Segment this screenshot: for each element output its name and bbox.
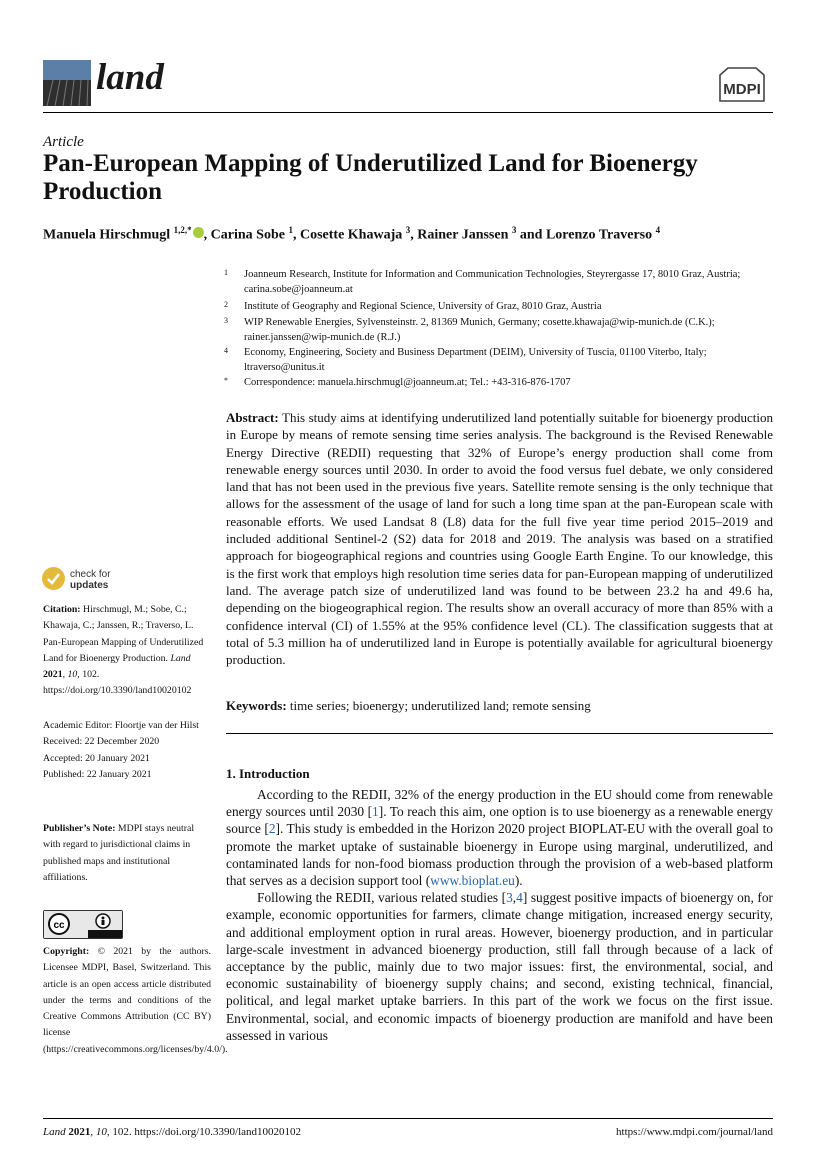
reference-link[interactable]: 1 [372,804,379,820]
cc-by-license-icon[interactable] [43,910,123,939]
academic-editor: Academic Editor: Floortje van der Hilst [43,720,199,731]
affiliation-mark: 4 [224,346,228,355]
citation-doi-link[interactable]: https://doi.org/10.3390/land10020102 [43,685,192,697]
check-for-updates-button[interactable] [42,567,162,597]
affiliation-text: Joanneum Research, Institute for Information and Communication Technologies, Steyrergasse 17, 8010 Graz, Austria; carina.sobe@joanneum.at [244,269,741,295]
author-affiliation-mark: 1,2,* [173,225,192,235]
correspondence [224,375,784,390]
correspondence-mark: * [224,376,228,385]
affiliation-text: WIP Renewable Energies, Sylvensteinstr. 2, 81369 Munich, Germany; cosette.khawaja@wip-munich.de (C.K.); rainer.janssen@wip-munich.de (R.J.) [244,317,715,343]
affiliation-item [224,267,784,297]
author-affiliation-mark: 3 [405,225,411,235]
article-type: Article [43,134,84,150]
intro-body [226,786,773,1044]
section-heading: 1. Introduction [226,766,310,781]
reference-link[interactable]: 2 [268,821,276,837]
footer-citation: Land 2021, 10, 102. https://doi.org/10.3390/land10020102 [43,1126,302,1138]
check-updates-label: check for [70,569,111,580]
header-divider [43,112,773,113]
received-date: Received: 22 December 2020 [43,736,160,748]
check-updates-label: updates [70,580,109,591]
author-list: Manuela Hirschmugl $^{1,2,*}$ , Carina Sobe $^1$, Cosette Khawaja $^3$, Rainer Janssen $^3$ and Lorenzo Traverso $^4$ [43,225,661,243]
reference-link[interactable]: 3 [506,890,513,906]
correspondence-text: Correspondence: manuela.hirschmugl@joanneum.at; Tel.: +43-316-876-1707 [244,377,571,388]
keywords [226,698,773,714]
published-date: Published: 22 January 2021 [43,768,152,780]
publisher-note: Publisher’s Note: MDPI stays neutral with regard to jurisdictional claims in published maps and institutional affiliations. [43,823,195,883]
article-title: Pan-European Mapping of Underutilized Land for Bioenergy Production [43,150,698,205]
citation-block: Citation: Hirschmugl, M.; Sobe, C.; Khawaja, C.; Janssen, R.; Traverso, L. Pan-European Mapping of Underutilized Land for Bioenergy Production. Land 2021, 10, 102. https://doi.org/10.3390/land10020102 [43,604,204,697]
journal-logo-icon [43,60,91,106]
svg-text:cc: cc [53,920,65,931]
affiliation-item [224,299,784,314]
author-name[interactable]: Rainer Janssen [417,227,509,243]
author-affiliation-mark: 1 [288,225,293,235]
affiliation-mark: 2 [224,300,228,309]
affiliation-item [224,345,784,375]
author-affiliation-mark: 3 [511,225,517,235]
accepted-date: Accepted: 20 January 2021 [43,752,150,764]
article-dates [43,718,211,783]
journal-name: land [96,57,164,98]
affiliation-item [224,315,784,345]
paragraph: According to the REDII, 32% of the energy production in the EU should come from renewable energy sources until 2030 [1]. To reach this aim, one option is to use bioenergy as a renewable energy source [2]. This study is embedded in the Horizon 2020 project BIOPLAT-EU with the overall goal to promote the market uptake of sustainable bioenergy in Europe using marginal, underutilized, and contaminated lands for non-food biomass production through the provision of a web-based platform that serves as a decision support tool (www.bioplat.eu). [226,787,773,889]
publisher-name: MDPI [723,81,761,98]
keywords-text: time series; bioenergy; underutilized land; remote sensing [289,698,591,713]
project-url-link[interactable]: www.bioplat.eu [430,873,515,889]
affiliation-text: Economy, Engineering, Society and Business Department (DEIM), University of Tuscia, 01100 Viterbo, Italy; ltraverso@unitus.it [244,347,707,373]
affiliation-text: Institute of Geography and Regional Science, University of Graz, 8010 Graz, Austria [244,301,602,312]
publisher-logo [712,67,772,103]
reference-link[interactable]: 4 [516,890,523,906]
keywords-label: Keywords: [226,698,287,713]
author-affiliation-mark: 4 [655,225,661,235]
author-name[interactable]: Cosette Khawaja [299,227,403,243]
check-updates-icon [42,567,65,590]
abstract-text: This study aims at identifying underutilized land potentially suitable for bioenergy production in Europe by means of remote sensing time series analysis. The background is the Revised Renewable Energy Directive (REDII) requesting that 32% of Europe’s energy production shall come from renewable energy sources until 2030. In order to avoid the food versus fuel debate, we only considered land that has not been used in the previous five years. Satellite remote sensing is the only technique that allows for the assessment of the usage of land for such a long time span at the pan-European scale with reasonable efforts. We used Landsat 8 (L8) data for the full five year time period 2015–2019 and included additional Sentinel-2 (S2) data for 2018 and 2019. The analysis was based on a stratified approach for biogeographical regions and countries using Google Earth Engine. To our knowledge, this is the first work that employs high resolution time series data for pan-European mapping of underutilized land. The average patch size of underutilized land was found to be between 23.2 ha and 49.6 ha, depending on the biogeographical region. The results show an overall accuracy of more than 85% with a confidence interval (CI) of 1.55% at the 95% confidence level (CL). The classification suggests that at total of 5.3 million ha of underutilized land in Europe is potentially available for agricultural bioenergy production. [226,410,774,668]
author-name[interactable]: Carina Sobe [210,227,285,243]
affiliation-mark: 3 [224,316,228,325]
author-name[interactable]: Manuela Hirschmugl [43,227,171,243]
paragraph: Following the REDII, various related studies [3,4] suggest positive impacts of bioenergy on, for example, economic opportunities for farmers, climate change mitigation, increased energy security, and additional employment option in rural areas. However, bioenergy production, and in particular large-scale investment in advanced bioenergy production, still fall through because of a lack of acceptance by the public, mainly due to two major issues: first, the environmental, social, and economic sustainability of bioenergy supply chains; and second, existing technical, financial, political, and legal market uptake barriers. In this part of the work we focus on the first issue. Environmental, social, and economic impacts of bioenergy production are manifold and have been assessed in various [226,890,773,1043]
abstract-label: Abstract: [226,410,279,425]
copyright-notice: Copyright: © 2021 by the authors. Licensee MDPI, Basel, Switzerland. This article is an open access article distributed under the terms and conditions of the Creative Commons Attribution (CC BY) license (https://creativecommons.org/licenses/by/4.0/). [43,946,228,1055]
affiliation-mark: 1 [224,268,228,277]
section-divider [226,733,773,734]
footer-divider [43,1118,773,1119]
orcid-icon[interactable] [193,227,204,238]
footer-journal-url[interactable]: https://www.mdpi.com/journal/land [616,1126,773,1138]
abstract [226,409,773,668]
author-name[interactable]: Lorenzo Traverso [545,227,653,243]
